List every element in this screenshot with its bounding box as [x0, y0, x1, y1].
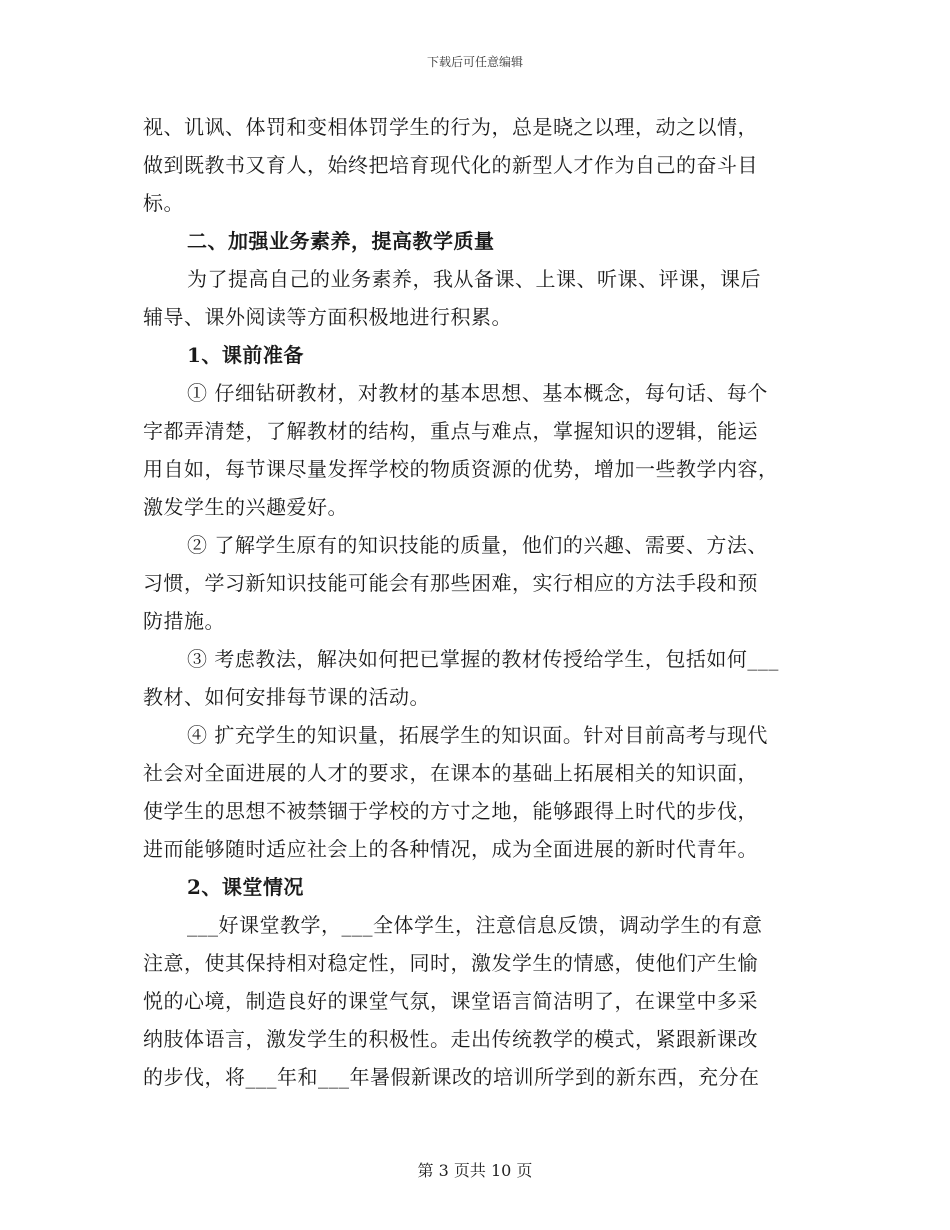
paragraph-line: 使学生的思想不被禁锢于学校的方寸之地，能够跟得上时代的步伐， [143, 799, 758, 823]
page-header: 下载后可任意编辑 [426, 55, 523, 69]
paragraph-line: ④ 扩充学生的知识量，拓展学生的知识面。针对目前高考与现代 [187, 723, 768, 747]
document-body [143, 108, 815, 1096]
paragraph-line: 激发学生的兴趣爱好。 [143, 495, 348, 519]
paragraph-line: 悦的心境，制造良好的课堂气氛，课堂语言简洁明了，在课堂中多采 [143, 989, 758, 1013]
paragraph-line: 辅导、课外阅读等方面积极地进行积累。 [143, 305, 512, 329]
paragraph-line: 社会对全面进展的人才的要求，在课本的基础上拓展相关的知识面， [143, 761, 758, 785]
paragraph-line: 教材、如何安排每节课的活动。 [143, 685, 430, 709]
paragraph-line: 防措施。 [143, 609, 225, 633]
paragraph-line: 视、讥讽、体罚和变相体罚学生的行为，总是晓之以理，动之以情， [143, 115, 758, 139]
paragraph-line: ① 仔细钻研教材，对教材的基本思想、基本概念，每句话、每个 [187, 381, 768, 405]
paragraph-line: 注意，使其保持相对稳定性，同时，激发学生的情感，使他们产生愉 [143, 951, 758, 975]
paragraph-line: 为了提高自己的业务素养，我从备课、上课、听课、评课，课后 [187, 267, 761, 291]
paragraph-line: 字都弄清楚，了解教材的结构，重点与难点，掌握知识的逻辑，能运 [143, 419, 758, 443]
paragraph-line: 做到既教书又育人，始终把培育现代化的新型人才作为自己的奋斗目 [143, 153, 758, 177]
paragraph-line: 用自如，每节课尽量发挥学校的物质资源的优势，增加一些教学内容， [143, 457, 779, 481]
paragraph-line: 纳肢体语言，激发学生的积极性。走出传统教学的模式，紧跟新课改 [143, 1027, 758, 1051]
subsection-heading: 1、课前准备 [187, 343, 304, 367]
subsection-heading: 2、课堂情况 [187, 875, 304, 899]
paragraph-line: ③ 考虑教法，解决如何把已掌握的教材传授给学生，包括如何___ [187, 647, 779, 671]
paragraph-line: ___好课堂教学，___全体学生，注意信息反馈，调动学生的有意 [187, 913, 763, 937]
paragraph-line: 的步伐，将___年和___年暑假新课改的培训所学到的新东西，充分在 [143, 1065, 760, 1089]
section-heading: 二、加强业务素养，提高教学质量 [187, 229, 495, 253]
paragraph-line: ② 了解学生原有的知识技能的质量，他们的兴趣、需要、方法、 [187, 533, 768, 557]
paragraph-line: 习惯，学习新知识技能可能会有那些困难，实行相应的方法手段和预 [143, 571, 758, 595]
paragraph-line: 标。 [143, 191, 184, 215]
paragraph-line: 进而能够随时适应社会上的各种情况，成为全面进展的新时代青年。 [143, 837, 758, 861]
page-footer: 第 3 页共 10 页 [417, 1161, 533, 1180]
